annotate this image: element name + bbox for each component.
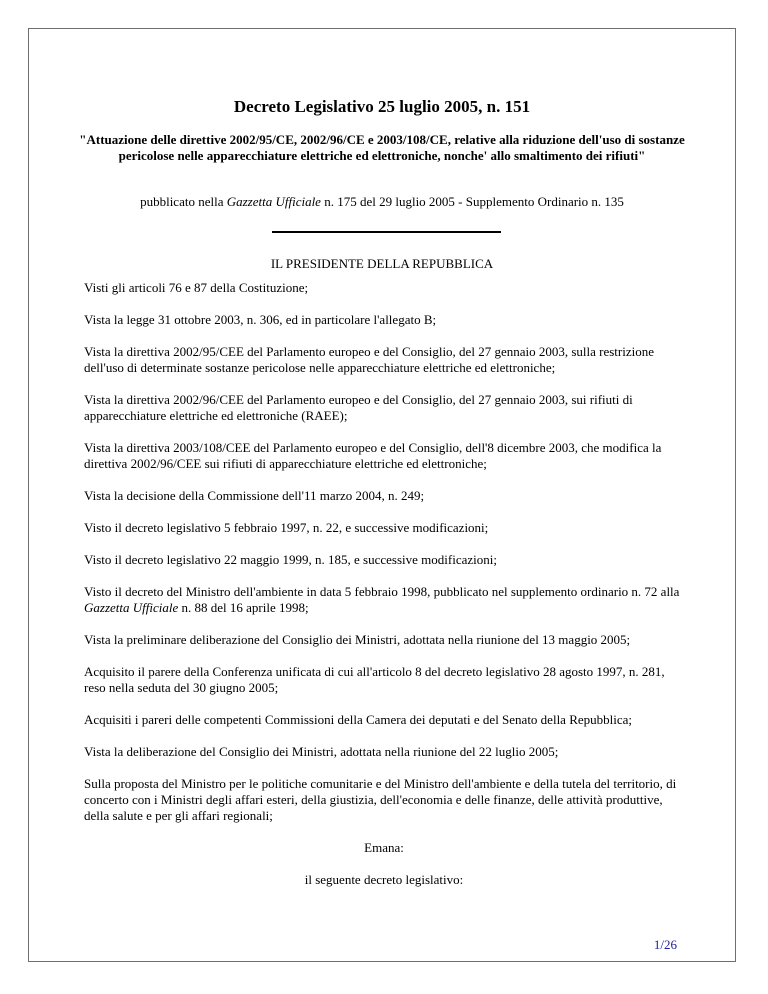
emana-line: Emana: xyxy=(364,840,404,855)
document-body xyxy=(84,280,684,904)
paragraph: Sulla proposta del Ministro per le politiche comunitarie e del Ministro dell'ambiente e della tutela del territorio, di concerto con i Ministri degli affari esteri, della giustizia, dell'economia e delle finanze, delle attività produttive, della salute e per gli affari regionali; xyxy=(84,776,677,823)
paragraph: Vista la deliberazione del Consiglio dei Ministri, adottata nella riunione del 22 luglio 2005; xyxy=(84,744,559,759)
paragraph: Visti gli articoli 76 e 87 della Costituzione; xyxy=(84,280,309,295)
document-title: Decreto Legislativo 25 luglio 2005, n. 151 xyxy=(233,97,531,116)
page-number: 1/26 xyxy=(653,937,677,952)
paragraph: Vista la direttiva 2002/96/CEE del Parlamento europeo e del Consiglio, del 27 gennaio 2003, sui rifiuti di apparecchiature elettriche ed elettroniche (RAEE); xyxy=(84,392,633,423)
separator-rule xyxy=(272,231,501,233)
paragraph: Visto il decreto legislativo 5 febbraio 1997, n. 22, e successive modificazioni; xyxy=(84,520,489,535)
publication-line xyxy=(29,194,735,210)
document-subtitle: "Attuazione delle direttive 2002/95/CE, 2002/96/CE e 2003/108/CE, relative alla riduzione dell'uso di sostanze pericolose nelle apparecchiature elettriche ed elettroniche, nonche' allo smaltimento dei rifiuti" xyxy=(79,132,685,163)
paragraph-ministerial-decree xyxy=(84,584,684,616)
emana-subline: il seguente decreto legislativo: xyxy=(304,872,464,887)
paragraph: Acquisiti i pareri delle competenti Commissioni della Camera dei deputati e del Senato della Repubblica; xyxy=(84,712,633,727)
paragraph: Vista la direttiva 2002/95/CEE del Parlamento europeo e del Consiglio, del 27 gennaio 2003, sulla restrizione dell'uso di determinate sostanze pericolose nelle apparecchiature elettriche ed elettroniche; xyxy=(84,344,655,375)
publication-prefix: pubblicato nella xyxy=(140,194,227,209)
paragraph: Visto il decreto legislativo 22 maggio 1999, n. 185, e successive modificazioni; xyxy=(84,552,497,567)
document-page xyxy=(28,28,736,962)
gazette-name: Gazzetta Ufficiale xyxy=(84,600,179,615)
president-heading: IL PRESIDENTE DELLA REPUBBLICA xyxy=(270,256,494,271)
gazette-name: Gazzetta Ufficiale xyxy=(226,194,321,209)
publication-suffix: n. 175 del 29 luglio 2005 - Supplemento Ordinario n. 135 xyxy=(320,194,624,209)
paragraph: Vista la legge 31 ottobre 2003, n. 306, ed in particolare l'allegato B; xyxy=(84,312,437,327)
paragraph: Vista la decisione della Commissione dell'11 marzo 2004, n. 249; xyxy=(84,488,425,503)
paragraph: Acquisito il parere della Conferenza unificata di cui all'articolo 8 del decreto legislativo 28 agosto 1997, n. 281, reso nella seduta del 30 giugno 2005; xyxy=(84,664,665,695)
paragraph: Vista la direttiva 2003/108/CEE del Parlamento europeo e del Consiglio, dell'8 dicembre 2003, che modifica la direttiva 2002/96/CEE sui rifiuti di apparecchiature elettriche ed elettroniche; xyxy=(84,440,662,471)
decree-suffix: n. 88 del 16 aprile 1998; xyxy=(178,600,309,615)
decree-prefix: Visto il decreto del Ministro dell'ambiente in data 5 febbraio 1998, pubblicato nel supplemento ordinario n. 72 alla xyxy=(84,584,680,599)
paragraph: Vista la preliminare deliberazione del Consiglio dei Ministri, adottata nella riunione del 13 maggio 2005; xyxy=(84,632,631,647)
